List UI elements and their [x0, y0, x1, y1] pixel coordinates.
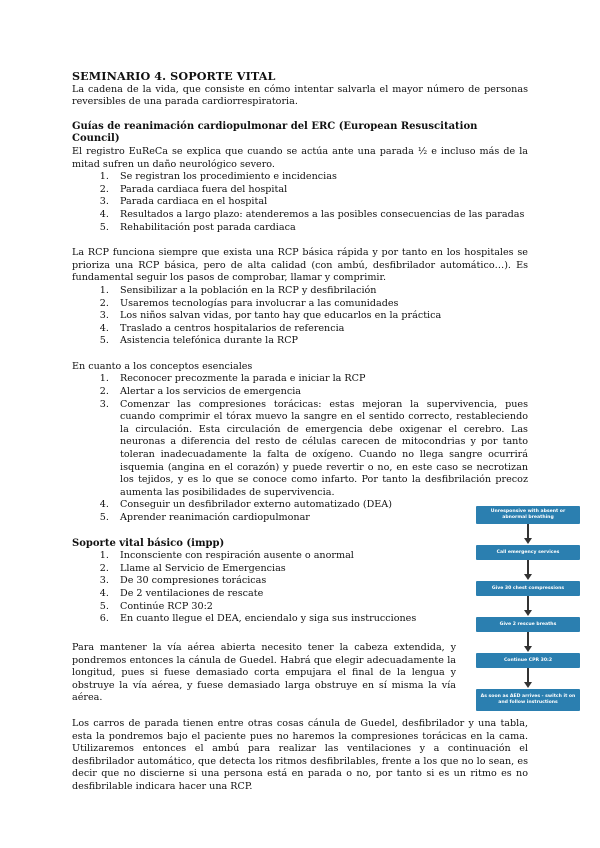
list-item: 3. De 30 compresiones torácicas	[112, 575, 528, 588]
flowchart-arrow	[476, 524, 580, 545]
carts-paragraph: Los carros de parada tienen entre otras cosas cánula de Guedel, desfibrilador y una tabla, esta la pondremos bajo el paciente pues no haremos la compresiones torácicas en la cama. Utilizaremos entonces el ambú para realizar las ventilaciones y a continuación el desfibrilador automático, que detecta los ritmos desfibrilables, frente a los que no lo sean, es decir que no discierne si una persona está en parada o no, por tanto si es un ritmo es no desfibrilable indicara hacer una RCP.	[72, 717, 528, 792]
rcp-paragraph: La RCP funciona siempre que exista una RCP básica rápida y por tanto en los hospitales se prioriza una RCP básica, pero de alta calidad (con ambú, desfibrilador automático…). Es fundamental seguir los pasos de comprobar, llamar y comprimir.	[72, 247, 528, 284]
list-item: 1. Inconsciente con respiración ausente o anormal	[112, 550, 528, 563]
list-item: 5. Aprender reanimación cardiopulmonar	[112, 512, 528, 525]
list-item: 2. Parada cardiaca fuera del hospital	[112, 184, 528, 197]
list-item: 3. Los niños salvan vidas, por tanto hay que educarlos en la práctica	[112, 310, 528, 323]
rcp-list	[72, 285, 528, 348]
flowchart-step: Unresponsive with absent or abnormal breathing	[476, 506, 580, 524]
flowchart-arrow	[476, 596, 580, 617]
list-item: 6. En cuanto llegue el DEA, enciendalo y siga sus instrucciones	[112, 613, 528, 626]
list-item: 4. Resultados a largo plazo: atenderemos a las posibles consecuencias de las paradas	[112, 209, 528, 222]
list-item: 1. Reconocer precozmente la parada e iniciar la RCP	[112, 373, 528, 386]
flowchart-arrow	[476, 668, 580, 689]
list-item: 5. Asistencia telefónica durante la RCP	[112, 335, 528, 348]
list-item: 4. Conseguir un desfibrilador externo automatizado (DEA)	[112, 499, 528, 512]
flowchart-arrow	[476, 632, 580, 653]
intro-paragraph: La cadena de la vida, que consiste en cómo intentar salvarla el mayor número de personas reversibles de una parada cardiorrespiratoria.	[72, 83, 528, 108]
document-body	[72, 70, 528, 626]
list-item: 3. Comenzar las compresiones torácicas: estas mejoran la supervivencia, pues cuando comprimir el tórax muevo la sangre en el sentido correcto, restableciendo la circulación. Esta circulación de emergencia debe oxigenar el cerebro. Las neuronas a diferencia del resto de células carecen de mitocondrias y por tanto toleran inadecuadamente la falta de oxígeno. Cuando no llega sangre ocurrirá isquemia (angina en el corazón) y puede revertir o no, en este caso se necrotizan los tejidos, y es lo que se conoce como infarto. Por tanto la desfibrilación precoz aumenta las posibilidades de supervivencia.	[112, 399, 528, 500]
list-item: 2. Alertar a los servicios de emergencia	[112, 386, 528, 399]
flowchart-step: Give 2 rescue breaths	[476, 617, 580, 632]
airway-paragraph: Para mantener la vía aérea abierta necesito tener la cabeza extendida, y pondremos entonces la cánula de Guedel. Habrá que elegir adecuadamente la longitud, pues si fuese demasiado corta empujara el final de la lengua y obstruye la vía aérea, y fuese demasiado larga obstruye en sí misma la vía aérea.	[72, 642, 456, 704]
flowchart-step: Call emergency services	[476, 545, 580, 560]
list-item: 5. Continúe RCP 30:2	[112, 601, 528, 614]
concepts-list	[72, 373, 528, 524]
list-item: 2. Usaremos tecnologías para involucrar a las comunidades	[112, 298, 528, 311]
airway-section	[72, 642, 528, 794]
list-item: 4. De 2 ventilaciones de rescate	[112, 588, 528, 601]
list-item: 3. Parada cardiaca en el hospital	[112, 196, 528, 209]
flowchart-step: Give 30 chest compressions	[476, 581, 580, 596]
concepts-paragraph: En cuanto a los conceptos esenciales	[72, 360, 253, 372]
flowchart-step: Continue CPR 30:2	[476, 653, 580, 668]
basic-heading: Soporte vital básico (impp)	[72, 537, 225, 549]
bls-flowchart	[476, 506, 580, 711]
list-item: 4. Traslado a centros hospitalarios de referencia	[112, 323, 528, 336]
page-title: SEMINARIO 4. SOPORTE VITAL	[72, 69, 276, 83]
guides-paragraph: El registro EuReCa se explica que cuando se actúa ante una parada ½ e incluso más de la mitad sufren un daño neurológico severo.	[72, 145, 528, 170]
flowchart-step: As soon as AED arrives - switch it on and follow instructions	[476, 689, 580, 711]
guides-heading: Guías de reanimación cardiopulmonar del ERC (European Resuscitation Council)	[72, 120, 478, 145]
list-item: 1. Sensibilizar a la población en la RCP y desfibrilación	[112, 285, 528, 298]
guides-list	[72, 171, 528, 234]
basic-list	[72, 550, 528, 626]
list-item: 2. Llame al Servicio de Emergencias	[112, 563, 528, 576]
list-item: 1. Se registran los procedimiento e incidencias	[112, 171, 528, 184]
list-item: 5. Rehabilitación post parada cardiaca	[112, 222, 528, 235]
flowchart-arrow	[476, 560, 580, 581]
